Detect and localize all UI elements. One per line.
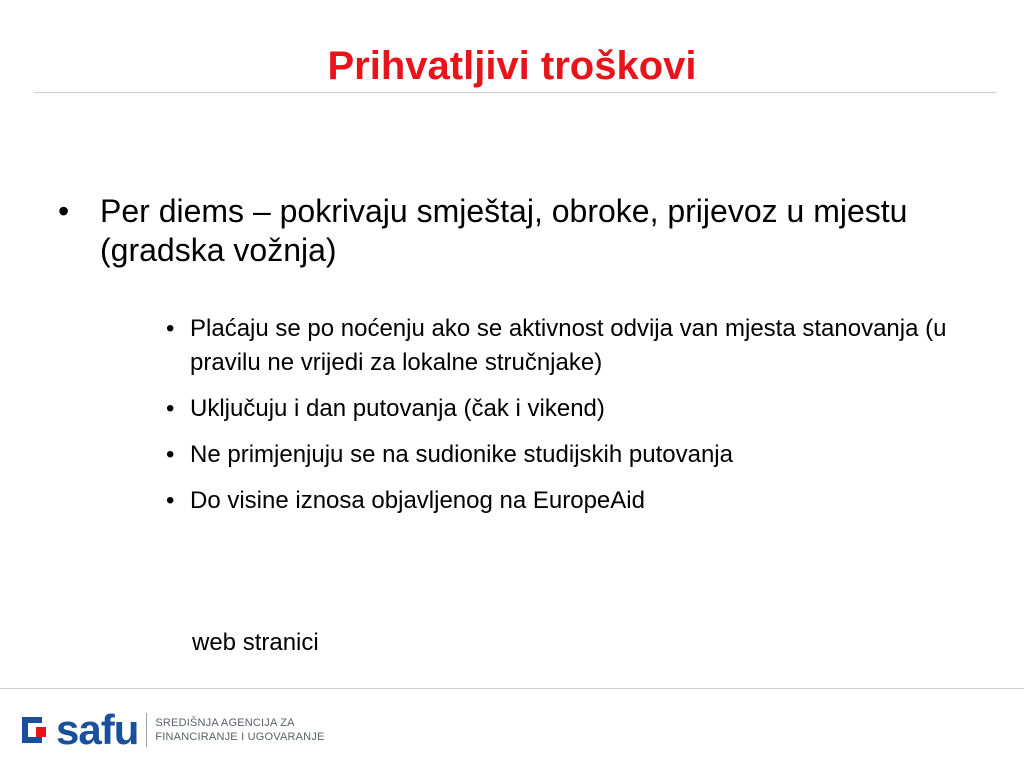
sub-bullet-text: Plaćaju se po noćenju ako se aktivnost odvija van mjesta stanovanja (u pravilu ne vrijedi za lokalne stručnjake) [190, 315, 947, 376]
sub-bullet-dot: • [166, 487, 175, 514]
sub-bullet-item [160, 312, 950, 380]
logo-separator [146, 713, 147, 747]
main-bullet [58, 192, 938, 270]
sub-bullet-item [160, 484, 950, 518]
sub-bullet-text: Uključuju i dan putovanja (čak i vikend) [190, 395, 605, 422]
sub-bullet-dot: • [166, 395, 175, 422]
safu-logo [22, 708, 325, 752]
main-bullet-text: Per diems – pokrivaju smještaj, obroke, prijevoz u mjestu (gradska vožnja) [100, 193, 908, 268]
sub-bullet-dot: • [166, 315, 175, 342]
footer-divider [0, 688, 1024, 689]
sub-bullet-text: Ne primjenjuju se na sudionike studijskih putovanja [190, 441, 733, 468]
sub-bullet-item [160, 438, 950, 472]
sub-bullet-dot: • [166, 441, 175, 468]
bullet-dot: • [58, 193, 70, 229]
logo-text-line-1: SREDIŠNJA AGENCIJA ZA [155, 717, 295, 729]
logo-text-line-2: FINANCIRANJE I UGOVARANJE [155, 731, 325, 743]
sub-bullet-text: Do visine iznosa objavljenog na EuropeAid [190, 487, 645, 514]
sub-bullet-item [160, 392, 950, 426]
safu-logo-text [155, 716, 324, 744]
slide-title: Prihvatljivi troškovi [327, 44, 697, 88]
sub-bullet-continuation: web stranici [192, 629, 319, 656]
safu-logo-mark-icon [22, 717, 50, 743]
title-divider [34, 92, 996, 93]
sub-bullet-list [160, 312, 950, 530]
safu-logo-word: safu [56, 706, 139, 753]
